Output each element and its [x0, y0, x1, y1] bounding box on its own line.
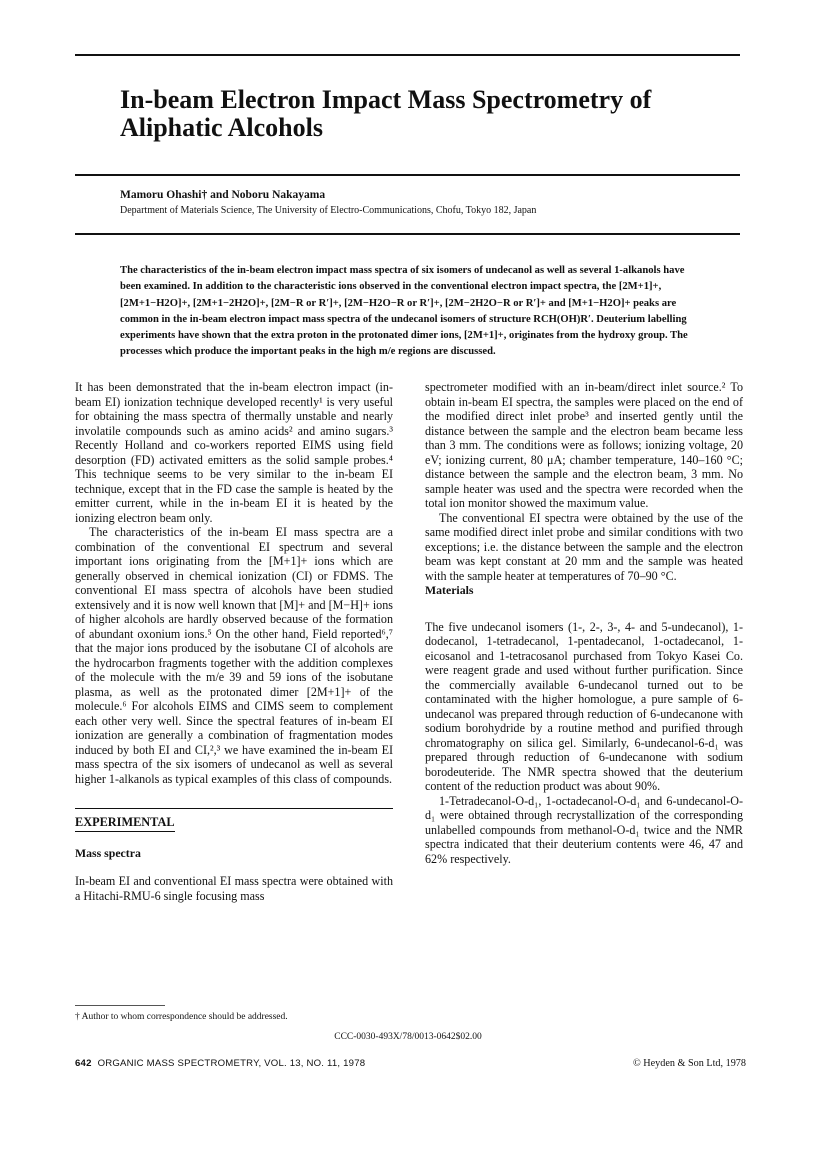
paper-title: In-beam Electron Impact Mass Spectrometry of Aliphatic Alcohols [120, 85, 652, 142]
journal-name: ORGANIC MASS SPECTROMETRY, VOL. 13, NO. 11, 1978 [97, 1058, 366, 1069]
footer-journal [75, 1058, 365, 1069]
title-rule [75, 174, 740, 176]
experimental-heading: EXPERIMENTAL [75, 815, 175, 832]
intro-paragraph-1: It has been demonstrated that the in-beam electron impact (in-beam EI) ionization technique developed recently¹ is very useful for obtaining the mass spectra of thermally unstable and nearly involatile compounds such as amino acids² and amino sugars.³ Recently Holland and co-workers reported EIMS using field desorption (FD) activated emitters as the solid sample probes.⁴ This technique seems to be very similar to the in-beam EI technique, except that in the FD case the sample is heated by the emitter current, while in the in-beam EI it is heated by the ionizing electron beam only. [75, 380, 393, 525]
method-paragraph-1: spectrometer modified with an in-beam/direct inlet source.² To obtain in-beam EI spectra, the samples were placed on the end of the modified direct inlet probe³ and inserted gently until the distance between the sample and the electron beam became less than 3 mm. The conditions were as follows; ionizing voltage, 20 eV; ionizing current, 80 μA; chamber temperature, 140–160 °C; distance between the sample and the electron beam, 3 mm. No sample heater was used and the spectra were recorded when the total ion monitor showed the maximum value. [425, 380, 743, 510]
authors: Mamoru Ohashi† and Noboru Nakayama [120, 189, 326, 201]
right-column [425, 380, 743, 866]
abstract: The characteristics of the in-beam electron impact mass spectra of six isomers of undecanol as well as several 1-alkanols have been examined. In addition to the characteristic ions observed in the conventional electron impact spectra, the [2M+1]+, [2M+1−H2O]+, [2M+1−2H2O]+, [2M−R or R′]+, [2M−H2O−R or R′]+, [2M−2H2O−R or R′]+ and [M+1−H2O]+ peaks are common in the in-beam electron impact mass spectra of the undecanol isomers of structure RCH(OH)R′. Deuterium labelling experiments have shown that the extra proton in the protonated dimer ions, [2M+1]+, originates from the hydroxy group. The processes which produce the important peaks in the high m/e regions are discussed. [120, 265, 688, 358]
copyright: © Heyden & Son Ltd, 1978 [632, 1058, 746, 1069]
experimental-section [75, 808, 393, 832]
top-rule [75, 54, 740, 56]
footnote: † Author to whom correspondence should be addressed. [75, 1012, 288, 1022]
page-number: 642 [75, 1058, 92, 1069]
intro-paragraph-2: The characteristics of the in-beam EI mass spectra are a combination of the conventional EI spectrum and several important ions originating from the [M+1]+ ions which are generally observed in chemical ionization (CI) or FDMS. The conventional EI mass spectra of alcohols have been studied extensively and it is now well known that [M]+ and [M−H]+ ions of higher alcohols are hardly observed because of the formation of abundant oxonium ions.⁵ On the other hand, Field reported⁶,⁷ that the major ions produced by the isobutane CI of alcohols are the hydrocarbon fragments together with the addition complexes of the molecule with the m/e 39 and 59 ions of the isobutane plasma, as well as the protonated dimer [2M+1]+ of the molecule.⁶ For alcohols EIMS and CIMS seem to complement each other very well. Since the spectral features of in-beam EI ionization are generally a combination of fragmentation modes induced by both EI and CI,²,³ we have examined the in-beam EI mass spectra of the six isomers of undecanol as well as several higher 1-alkanols as typical examples of this class of compounds. [75, 525, 393, 786]
materials-paragraph-2: 1-Tetradecanol-O-d₁, 1-octadecanol-O-d₁ and 6-undecanol-O-d₁ were obtained through recrystallization of the corresponding unlabelled compounds from methanol-O-d₁ twice and the NMR spectra indicated that their deuterium contents were 46, 47 and 62% respectively. [425, 793, 743, 866]
materials-heading: Materials [425, 583, 474, 597]
materials-paragraph-1: The five undecanol isomers (1-, 2-, 3-, 4- and 5-undecanol), 1-dodecanol, 1-tetradecanol, 1-pentadecanol, 1-octadecanol, 1-eicosanol and 1-tetracosanol purchased from Tokyo Kasei Co. were reagent grade and used without further purification. Since the commercially available 6-undecanol turned out to be contaminated with the higher homologue, a pure sample of 6-undecanol was prepared through reduction of 6-undecanone with sodium borohydride by a routine method and purified through chromatography on silica gel. Similarly, 6-undecanol-6-d₁ was prepared through reduction of 6-undecanone with sodium borodeuteride. The NMR spectra showed that the deuterium content of the reduction product was about 90%. [425, 619, 743, 793]
left-column [75, 380, 393, 903]
ccc-code: CCC-0030-493X/78/0013-0642$02.00 [334, 1032, 482, 1042]
method-paragraph-2: The conventional EI spectra were obtained by the use of the same modified direct inlet probe and similar conditions with two exceptions; i.e. the distance between the sample and the electron beam was kept constant at 20 mm and the sample was heated with the sample heater at temperatures of 70–90 °C. [425, 510, 743, 583]
affiliation-rule [75, 233, 740, 235]
footnote-rule [75, 1005, 165, 1006]
affiliation: Department of Materials Science, The University of Electro-Communications, Chofu, Tokyo 182, Japan [120, 205, 537, 216]
mass-spectra-heading: Mass spectra [75, 845, 141, 860]
mass-spectra-paragraph: In-beam EI and conventional EI mass spectra were obtained with a Hitachi-RMU-6 single focusing mass [75, 874, 393, 903]
